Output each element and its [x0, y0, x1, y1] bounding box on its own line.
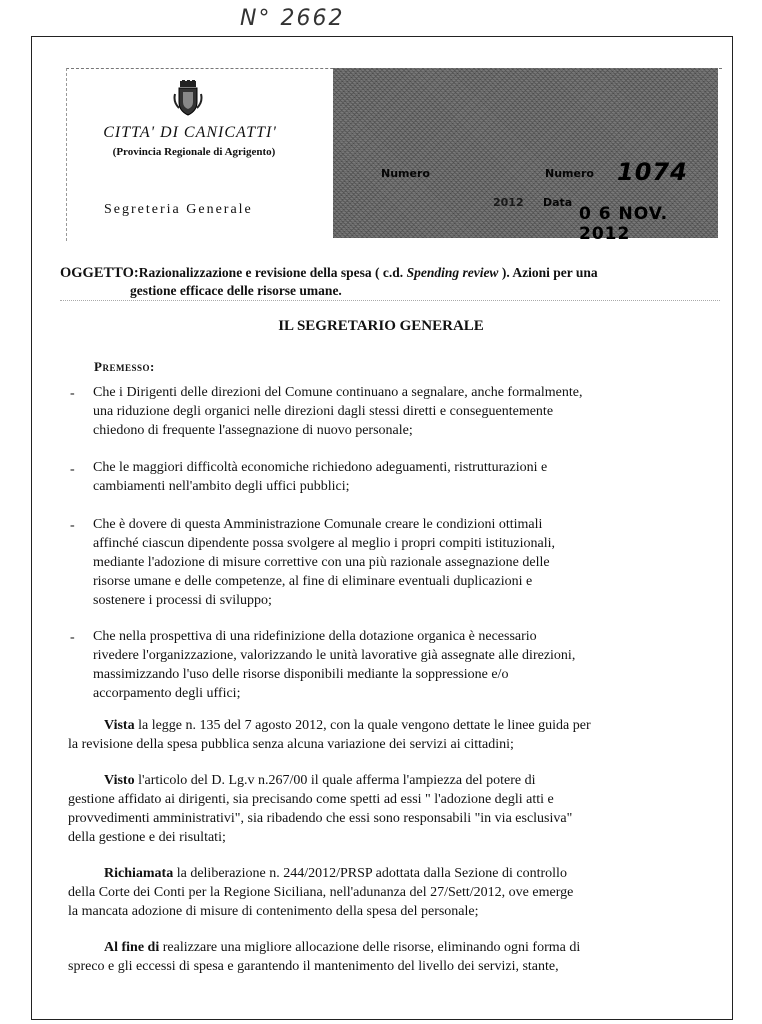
protocol-stamp	[333, 68, 718, 244]
paragraph-al-fine-di	[68, 938, 694, 976]
office-name: Segreteria Generale	[104, 202, 253, 217]
bullet-line: chiedono di frequente l'assegnazione di nuovo personale;	[93, 423, 413, 438]
bullet-line: massimizzando l'uso delle risorse disponibili mediante la soppressione e/o	[93, 667, 509, 682]
paragraph-line: spreco e gli eccessi di spesa e garantendo il mantenimento del livello dei servizi, stante,	[68, 959, 559, 974]
bullet-item	[93, 383, 693, 440]
paragraph-line: della gestione e dei risultati;	[68, 830, 226, 845]
bullet-line: cambiamenti nell'ambito degli uffici pubblici;	[93, 479, 350, 494]
paragraph-lead-word: Richiamata	[104, 866, 174, 881]
subject-divider	[60, 300, 720, 301]
bullet-line: accorpamento degli uffici;	[93, 686, 241, 701]
subject-text-italic: Spending review	[406, 265, 499, 280]
bullet-line: sostenere i processi di sviluppo;	[93, 593, 272, 608]
city-crest-icon	[173, 80, 203, 116]
stamp-faded-year: 2012	[493, 196, 524, 209]
stamp-number-label: Numero	[545, 167, 594, 180]
stamp-number-value: 1074	[617, 158, 688, 186]
city-name: CITTA' DI CANICATTI'	[103, 124, 277, 141]
paragraph-line: provvedimenti amministrativi", sia ribadendo che essi sono responsabili "in via esclusiva"	[68, 811, 573, 826]
paragraph-line: la mancata adozione di misure di contenimento della spesa del personale;	[68, 904, 479, 919]
bullet-marker: -	[70, 386, 75, 401]
province-name: (Provincia Regionale di Agrigento)	[112, 146, 276, 158]
paragraph-first-line	[68, 864, 694, 883]
paragraph-line: gestione affidato ai dirigenti, sia precisando come spetti ad essi " l'adozione degli atti e	[68, 792, 554, 807]
bullet-line: Che nella prospettiva di una ridefinizione della dotazione organica è necessario	[93, 629, 537, 644]
paragraph-first-line	[68, 771, 694, 790]
bullet-marker: -	[70, 462, 75, 477]
bullet-line: una riduzione degli organici nelle direzioni dagli stessi diretti e conseguentemente	[93, 404, 554, 419]
stamp-date-label: Data	[543, 196, 573, 209]
paragraph-text: la legge n. 135 del 7 agosto 2012, con la quale vengono dettate le linee guida per	[134, 718, 591, 733]
stamp-date-value: 0 6 NOV. 2012	[579, 204, 669, 244]
premesso-label: Premesso:	[94, 359, 155, 374]
paragraph-vista	[68, 716, 694, 754]
bullet-item	[93, 458, 693, 496]
paragraph-visto	[68, 771, 694, 847]
paragraph-text: l'articolo del D. Lg.v n.267/00 il quale afferma l'ampiezza del potere di	[134, 773, 536, 788]
bullet-item	[93, 515, 693, 610]
subject-text-line2: gestione efficace delle risorse umane.	[130, 283, 342, 298]
document-subject	[60, 264, 720, 299]
handwritten-protocol-number: N° 2662	[240, 6, 345, 31]
paragraph-text: la deliberazione n. 244/2012/PRSP adottata dalla Sezione di controllo	[173, 866, 567, 881]
stamp-number-label-faded: Numero	[381, 167, 430, 180]
paragraph-lead-word: Vista	[104, 718, 135, 733]
bullet-line: risorse umane e delle competenze, al fine di eliminare eventuali duplicazioni e	[93, 574, 533, 589]
paragraph-first-line	[68, 716, 694, 735]
paragraph-richiamata	[68, 864, 694, 921]
bullet-line: rivedere l'organizzazione, valorizzando le unità lavorative già assegnate alle direzioni,	[93, 648, 576, 663]
paragraph-text: realizzare una migliore allocazione delle risorse, eliminando ogni forma di	[159, 940, 581, 955]
bullet-line: Che i Dirigenti delle direzioni del Comune continuano a segnalare, anche formalmente,	[93, 385, 583, 400]
bullet-line: affinché ciascun dipendente possa svolgere al meglio i propri compiti istituzionali,	[93, 536, 556, 551]
paragraph-line: della Corte dei Conti per la Regione Siciliana, nell'adunanza del 27/Sett/2012, ove emerge	[68, 885, 574, 900]
paragraph-lead-word: Al fine di	[104, 940, 160, 955]
bullet-line: Che le maggiori difficoltà economiche richiedono adeguamenti, ristrutturazioni e	[93, 460, 548, 475]
paragraph-lead-word: Visto	[104, 773, 135, 788]
paragraph-line: la revisione della spesa pubblica senza alcuna variazione dei servizi ai cittadini;	[68, 737, 514, 752]
bullet-marker: -	[70, 630, 75, 645]
subject-text-part2: ). Azioni per una	[498, 265, 598, 280]
bullet-marker: -	[70, 518, 75, 533]
bullet-line: mediante l'adozione di misure correttive con una più razionale assegnazione delle	[93, 555, 550, 570]
subject-text-part1: Razionalizzazione e revisione della spesa ( c.d.	[138, 265, 407, 280]
document-heading: IL SEGRETARIO GENERALE	[278, 318, 484, 334]
bullet-item	[93, 627, 693, 703]
paragraph-first-line	[68, 938, 694, 957]
subject-label: OGGETTO:	[60, 265, 139, 281]
bullet-line: Che è dovere di questa Amministrazione Comunale creare le condizioni ottimali	[93, 517, 543, 532]
